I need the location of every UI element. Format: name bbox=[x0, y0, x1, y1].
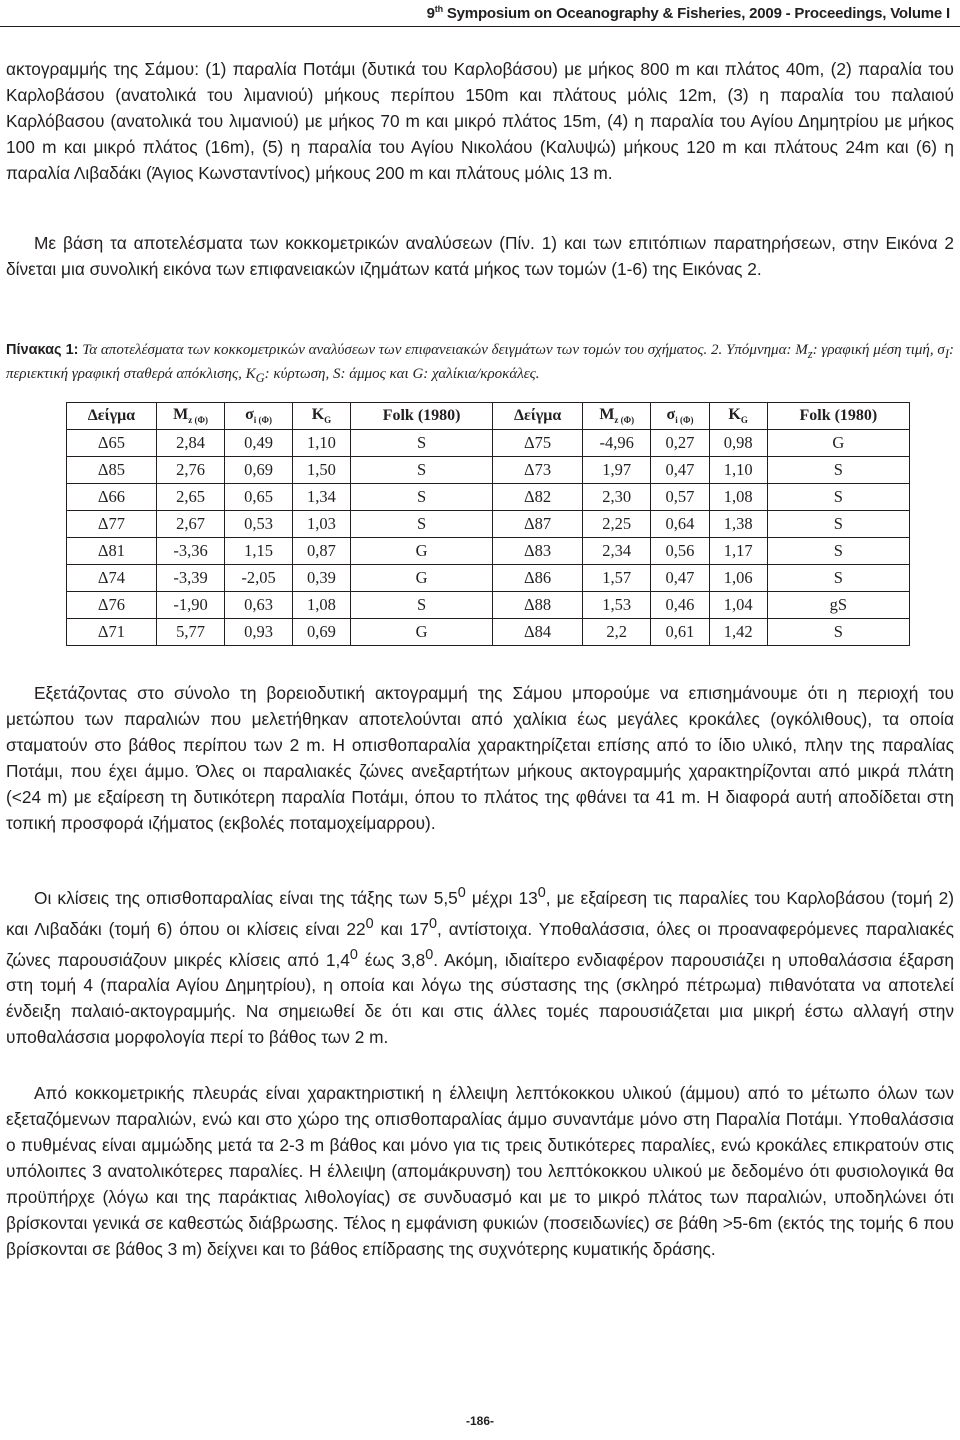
table-cell: 0,47 bbox=[651, 565, 709, 592]
header-subscript: G bbox=[324, 415, 332, 426]
table-caption-label: Πίνακας 1: bbox=[6, 342, 79, 358]
slopes-text-g: . Ακόμη, ιδιαίτερο ενδιαφέρον παρουσιάζει η υποθαλάσσια έξαρση στη τομή 4 (παραλία Αγίου Δημητρίου), η οποία και λόγω της σύστασης της (σκληρό πέτρωμα) πιθανότατα να αποτελεί ένδειξη παλαιό-ακτογραμμής. Να σημειωθεί δε ότι και στις άλλες τομές παρουσιάζεται μια μικρή έστω αλλαγή στην υποθαλάσσια μορφολογία περί το βάθος των 2 m. bbox=[6, 949, 954, 1048]
table-cell: -3,36 bbox=[156, 538, 224, 565]
table-body bbox=[67, 430, 910, 646]
caption-part-1: Τα αποτελέσματα των κοκκομετρικών αναλύσεων των επιφανειακών δειγμάτων των τομών του σχήματος. 2. Υπόμνημα: M bbox=[78, 342, 808, 358]
table-cell: 2,34 bbox=[583, 538, 651, 565]
header-label: M bbox=[599, 406, 615, 424]
table-cell: Δ87 bbox=[493, 511, 583, 538]
header-label: M bbox=[173, 406, 189, 424]
table-cell: 1,06 bbox=[709, 565, 767, 592]
table-cell: S bbox=[351, 457, 493, 484]
table-header-cell bbox=[67, 403, 157, 430]
slopes-text-a: Οι κλίσεις της οπισθοπαραλίας είναι της τάξης των 5,5 bbox=[34, 887, 458, 908]
header-rule bbox=[0, 26, 960, 27]
slopes-text-e: , αντίστοιχα. Υποθαλάσσια, όλες οι προαναφερόμενες παραλιακές ζώνες παρουσιάζουν μικρές κλίσεις από 1,4 bbox=[6, 918, 955, 970]
slopes-text-c: , με εξαίρεση τις παραλίες του Καρλοβάσου (τομή 2) και Λιβαδάκι (τομή 6) όπου οι κλίσεις είναι 22 bbox=[6, 887, 954, 939]
table-cell: Δ75 bbox=[493, 430, 583, 457]
table-header-cell bbox=[292, 403, 350, 430]
header-label: Folk (1980) bbox=[799, 407, 878, 424]
table-cell: 0,47 bbox=[651, 457, 709, 484]
header-prefix: 9 bbox=[426, 5, 435, 22]
table-cell: 0,93 bbox=[225, 619, 293, 646]
degree-mark: 0 bbox=[349, 946, 358, 963]
table-row bbox=[67, 592, 910, 619]
table-row bbox=[67, 538, 910, 565]
table-caption-text bbox=[6, 342, 954, 385]
table-cell: Δ81 bbox=[67, 538, 157, 565]
table-cell: G bbox=[351, 565, 493, 592]
header-label: Folk (1980) bbox=[382, 407, 461, 424]
grain-size-table bbox=[66, 402, 910, 646]
table-cell: 1,17 bbox=[709, 538, 767, 565]
table-cell: Δ65 bbox=[67, 430, 157, 457]
table-header-cell bbox=[767, 403, 909, 430]
table-cell: 0,69 bbox=[292, 619, 350, 646]
table-cell: 1,08 bbox=[709, 484, 767, 511]
table-header-cell bbox=[583, 403, 651, 430]
table-cell: Δ84 bbox=[493, 619, 583, 646]
table-cell: -3,39 bbox=[156, 565, 224, 592]
table-cell: S bbox=[767, 619, 909, 646]
table-cell: G bbox=[351, 538, 493, 565]
table-cell: Δ85 bbox=[67, 457, 157, 484]
table-cell: 0,87 bbox=[292, 538, 350, 565]
paragraph-coastline-overview-text: Εξετάζοντας στο σύνολο τη βορειοδυτική ακτογραμμή της Σάμου μπορούμε να επισημάνουμε ότι η περιοχή του μετώπου των παραλιών που μελετήθηκαν αποτελούνται από χαλίκια έως μεγάλες κροκάλες (ογκόλιθους), τα οποία σταματούν στο βάθος περίπου των 2 m. Η οπισθοπαραλία χαρακτηρίζεται επίσης από το ίδιο υλικό, πλην της παραλίας Ποτάμι, που έχει άμμο. Όλες οι παραλιακές ζώνες ανεξαρτήτων μήκους ακτογραμμής χαρακτηρίζονται από μικρά πλάτη (<24 m) με εξαίρεση τη δυτικότερη παραλία Ποτάμι, όπου το πλάτος της φθάνει τα 41 m. Η διαφορά αυτή αποδίδεται στη τοπική προσφορά ιζήματος (εκβολές ποταμοχείμαρρου). bbox=[6, 683, 954, 833]
table-cell: 2,67 bbox=[156, 511, 224, 538]
header-subscript: z (Φ) bbox=[614, 415, 635, 426]
table-header-cell bbox=[225, 403, 293, 430]
table-cell: 0,56 bbox=[651, 538, 709, 565]
table-cell: Δ86 bbox=[493, 565, 583, 592]
caption-mz-sub: z bbox=[807, 347, 813, 361]
table-cell: 1,50 bbox=[292, 457, 350, 484]
table-cell: S bbox=[351, 511, 493, 538]
header-ordinal-suffix: th bbox=[434, 4, 443, 14]
table-header-cell bbox=[351, 403, 493, 430]
table-cell: 0,46 bbox=[651, 592, 709, 619]
caption-part-3: : περιεκτική γραφική σταθερά απόκλισης, K bbox=[6, 342, 954, 382]
table-cell: S bbox=[767, 484, 909, 511]
paragraph-results-intro-text: Με βάση τα αποτελέσματα των κοκκομετρικών αναλύσεων (Πίν. 1) και των επιτόπιων παρατηρήσεων, στην Εικόνα 2 δίνεται μια συνολική εικόνα των επιφανειακών ιζημάτων κατά μήκος των τομών (1-6) της Εικόνας 2. bbox=[6, 233, 954, 279]
header-label: K bbox=[728, 406, 741, 424]
table-cell: Δ71 bbox=[67, 619, 157, 646]
table-row bbox=[67, 511, 910, 538]
table-cell: S bbox=[767, 457, 909, 484]
table-cell: 2,84 bbox=[156, 430, 224, 457]
table-cell: 1,34 bbox=[292, 484, 350, 511]
slopes-text-f: έως 3,8 bbox=[357, 949, 426, 970]
degree-mark: 0 bbox=[428, 915, 437, 932]
table-cell: 2,2 bbox=[583, 619, 651, 646]
table-cell: Δ82 bbox=[493, 484, 583, 511]
table-cell: 0,27 bbox=[651, 430, 709, 457]
degree-mark: 0 bbox=[425, 946, 434, 963]
running-header bbox=[427, 4, 950, 22]
paragraph-grain-size-discussion-text: Από κοκκομετρικής πλευράς είναι χαρακτηριστική η έλλειψη λεπτόκοκκου υλικού (άμμου) από το μέτωπο όλων των εξεταζόμενων παραλιών, ενώ και στο χώρο της οπισθοπαραλίας άμμο συναντάμε μόνο στη Παραλία Ποτάμι. Υποθαλάσσια ο πυθμένας είναι αμμώδης μετά τα 2-3 m βάθος και μόνο για τις τρεις δυτικότερες παραλίες, ενώ κροκάλες επικρατούν στις υπόλοιπες 3 ανατολικότερες παραλίες. Η έλλειψη (απομάκρυνση) του λεπτόκοκκου υλικού με δεδομένο ότι φυσιολογικά θα προϋπήρχε (λόγω και της παράκτιας λιθολογίας) σε συνδυασμό και με το μικρό πλάτος των παραλιών, υποδηλώνει ότι βρίσκονται γενικά σε καθεστώς διάβρωσης. Τέλος η εμφάνιση φυκιών (ποσειδωνίες) σε βάθη >5-6m (εκτός της τομής 6 που βρίσκονται σε βάθος 3 m) δείχνει και το βάθος επίδρασης της συχνότερης κυματικής δράσης. bbox=[6, 1083, 954, 1259]
table-cell: 1,97 bbox=[583, 457, 651, 484]
header-label: σ bbox=[245, 406, 254, 424]
table-cell: 1,03 bbox=[292, 511, 350, 538]
table-cell: 1,08 bbox=[292, 592, 350, 619]
degree-mark: 0 bbox=[457, 885, 466, 901]
header-label: Δείγμα bbox=[87, 407, 136, 424]
table-row bbox=[67, 484, 910, 511]
table-cell: S bbox=[351, 430, 493, 457]
table-cell: 1,15 bbox=[225, 538, 293, 565]
caption-kg-sub: G bbox=[255, 371, 265, 385]
table-cell: 1,42 bbox=[709, 619, 767, 646]
degree-mark: 0 bbox=[537, 885, 546, 901]
table-cell: S bbox=[767, 511, 909, 538]
table-cell: 2,25 bbox=[583, 511, 651, 538]
table-cell: 2,65 bbox=[156, 484, 224, 511]
table-header-row bbox=[67, 403, 910, 430]
table-cell: 1,04 bbox=[709, 592, 767, 619]
table-cell: Δ77 bbox=[67, 511, 157, 538]
table-header-cell bbox=[156, 403, 224, 430]
table-cell: 0,69 bbox=[225, 457, 293, 484]
table-cell: -4,96 bbox=[583, 430, 651, 457]
table-cell: gS bbox=[767, 592, 909, 619]
table-cell: 2,30 bbox=[583, 484, 651, 511]
paragraph-slopes bbox=[6, 880, 954, 1050]
table-cell: S bbox=[351, 592, 493, 619]
caption-sigma-sub: I bbox=[944, 347, 949, 361]
table-cell: 1,53 bbox=[583, 592, 651, 619]
table-cell: 1,10 bbox=[709, 457, 767, 484]
table-row bbox=[67, 619, 910, 646]
slopes-text-d: και 17 bbox=[373, 918, 429, 939]
table-cell: Δ74 bbox=[67, 565, 157, 592]
table-cell: 0,64 bbox=[651, 511, 709, 538]
table-cell: 0,49 bbox=[225, 430, 293, 457]
table-cell: 0,39 bbox=[292, 565, 350, 592]
table-row bbox=[67, 565, 910, 592]
table-cell: -2,05 bbox=[225, 565, 293, 592]
caption-part-2: : γραφική μέση τιμή, σ bbox=[812, 342, 945, 358]
table-cell: Δ76 bbox=[67, 592, 157, 619]
table-cell: 0,98 bbox=[709, 430, 767, 457]
header-subscript: i (Φ) bbox=[253, 415, 272, 426]
table-cell: Δ88 bbox=[493, 592, 583, 619]
table-cell: S bbox=[351, 484, 493, 511]
paragraph-grain-size-discussion bbox=[6, 1080, 954, 1262]
table-caption bbox=[6, 340, 954, 388]
table-cell: -1,90 bbox=[156, 592, 224, 619]
table-cell: 5,77 bbox=[156, 619, 224, 646]
table-cell: 1,10 bbox=[292, 430, 350, 457]
header-subscript: i (Φ) bbox=[675, 415, 694, 426]
slopes-text-b: μέχρι 13 bbox=[465, 887, 538, 908]
table-cell: Δ66 bbox=[67, 484, 157, 511]
table-cell: 0,61 bbox=[651, 619, 709, 646]
table-row bbox=[67, 430, 910, 457]
paragraph-coastline-overview bbox=[6, 680, 954, 836]
page-number: -186- bbox=[465, 1414, 494, 1428]
table-cell: Δ83 bbox=[493, 538, 583, 565]
paragraph-results-intro bbox=[6, 230, 954, 282]
header-label: σ bbox=[666, 406, 676, 424]
table-cell: 1,38 bbox=[709, 511, 767, 538]
table-header-cell bbox=[493, 403, 583, 430]
table-header-cell bbox=[651, 403, 709, 430]
paragraph-beaches-list: ακτογραμμής της Σάμου: (1) παραλία Ποτάμι (δυτικά του Καρλοβάσου) με μήκος 800 m και πλάτος 40m, (2) παραλία του Καρλοβάσου (ανατολικά του λιμανιού) μήκους περίπου 150m και πλάτους μόλις 12m, (3) η παραλία του παλαιού Καρλόβασου (ανατολικά του λιμανιού) με μήκος 70 m και μικρό πλάτος 15m, (4) η παραλία του Αγίου Δημητρίου με μήκος 100 m και μικρό πλάτος (16m), (5) η παραλία του Αγίου Νικολάου (Καλυψώ) μήκους 120 m και πλάτους 24m και (6) η παραλία Λιβαδάκι (Άγιος Κωνσταντίνος) μήκους 200 m και πλάτους μόλις 13 m. bbox=[6, 59, 954, 183]
table-row bbox=[67, 457, 910, 484]
table-cell: 0,57 bbox=[651, 484, 709, 511]
header-label: Δείγμα bbox=[513, 407, 562, 424]
table-cell: 0,53 bbox=[225, 511, 293, 538]
table-header-cell bbox=[709, 403, 767, 430]
degree-mark: 0 bbox=[365, 915, 374, 932]
table-cell: 0,65 bbox=[225, 484, 293, 511]
table-cell: G bbox=[767, 430, 909, 457]
table-cell: S bbox=[767, 538, 909, 565]
table-cell: 2,76 bbox=[156, 457, 224, 484]
table-cell: Δ73 bbox=[493, 457, 583, 484]
table-cell: S bbox=[767, 565, 909, 592]
table-cell: G bbox=[351, 619, 493, 646]
caption-part-4: : κύρτωση, S: άμμος και G: χαλίκια/κροκάλες. bbox=[264, 366, 540, 382]
header-label: K bbox=[311, 406, 325, 424]
header-text: Symposium on Oceanography & Fisheries, 2009 - Proceedings, Volume I bbox=[442, 5, 950, 22]
table-cell: 0,63 bbox=[225, 592, 293, 619]
header-subscript: G bbox=[740, 415, 748, 426]
table-cell: 1,57 bbox=[583, 565, 651, 592]
header-subscript: z (Φ) bbox=[188, 415, 208, 426]
